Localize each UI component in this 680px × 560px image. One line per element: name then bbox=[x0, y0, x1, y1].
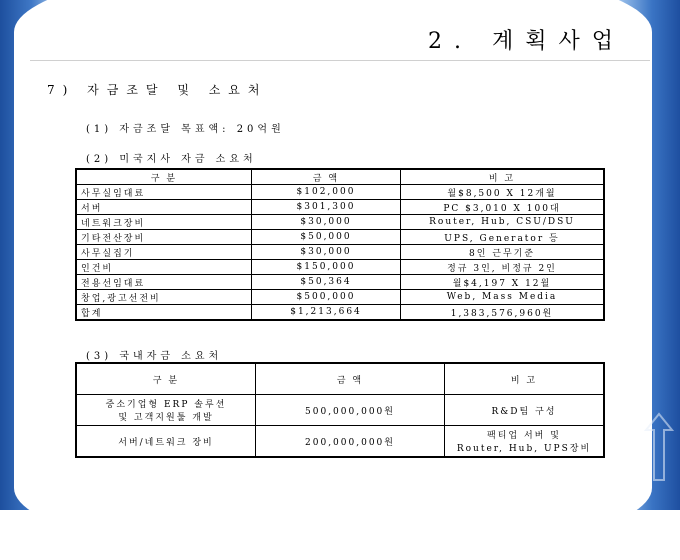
table-total-row bbox=[76, 305, 604, 321]
note-cell bbox=[445, 395, 605, 426]
category-cell: 창업,광고선전비 bbox=[76, 290, 252, 305]
category-line: 서버/네트워크 장비 bbox=[118, 437, 214, 448]
note-cell: 월$8,500 X 12개월 bbox=[401, 185, 605, 200]
table-row bbox=[76, 215, 604, 230]
table-row bbox=[76, 260, 604, 275]
domestic-fund-table bbox=[75, 362, 605, 458]
column-header: 금 액 bbox=[252, 169, 401, 185]
amount-cell: 500,000,000원 bbox=[256, 395, 445, 426]
total-label-cell: 합계 bbox=[76, 305, 252, 321]
category-cell: 전용선임대료 bbox=[76, 275, 252, 290]
amount-cell: 200,000,000원 bbox=[256, 426, 445, 458]
table-row bbox=[76, 290, 604, 305]
total-note-cell: 1,383,576,960원 bbox=[401, 305, 605, 321]
subsection-2-heading: (2) 미국지사 자금 소요처 bbox=[86, 154, 257, 165]
amount-cell: $50,000 bbox=[252, 230, 401, 245]
note-cell: 월$4,197 X 12월 bbox=[401, 275, 605, 290]
category-cell bbox=[76, 426, 256, 458]
column-header: 비 고 bbox=[445, 363, 605, 395]
category-line: 중소기업형 ERP 솔루션 bbox=[105, 400, 227, 410]
amount-cell: $500,000 bbox=[252, 290, 401, 305]
table-row bbox=[76, 395, 604, 426]
subsection-1-heading: (1) 자금조달 목표액: 20억원 bbox=[86, 124, 285, 135]
category-cell bbox=[76, 395, 256, 426]
table-row bbox=[76, 245, 604, 260]
table-row bbox=[76, 200, 604, 215]
table-header-row bbox=[76, 169, 604, 185]
note-cell: UPS, Generator 등 bbox=[401, 230, 605, 245]
up-arrow-icon bbox=[644, 412, 674, 482]
note-cell: 정규 3인, 비정규 2인 bbox=[401, 260, 605, 275]
note-cell: Router, Hub, CSU/DSU bbox=[401, 215, 605, 230]
category-line: 및 고객지원툴 개발 bbox=[118, 413, 214, 423]
us-branch-fund-table bbox=[75, 168, 605, 321]
category-cell: 인건비 bbox=[76, 260, 252, 275]
note-line: R&D팀 구성 bbox=[491, 406, 557, 417]
amount-cell: $301,300 bbox=[252, 200, 401, 215]
note-cell bbox=[445, 426, 605, 458]
amount-cell: $30,000 bbox=[252, 245, 401, 260]
page-title: 2. 계획사업 bbox=[428, 29, 625, 54]
table-row bbox=[76, 426, 604, 458]
note-cell: 8인 근무기준 bbox=[401, 245, 605, 260]
amount-cell: $150,000 bbox=[252, 260, 401, 275]
column-header: 금 액 bbox=[256, 363, 445, 395]
subsection-3-heading: (3) 국내자금 소요처 bbox=[86, 351, 223, 362]
table-row bbox=[76, 230, 604, 245]
note-cell: PC $3,010 X 100대 bbox=[401, 200, 605, 215]
note-line: Router, Hub, UPS장비 bbox=[456, 444, 592, 454]
amount-cell: $102,000 bbox=[252, 185, 401, 200]
category-cell: 네트워크장비 bbox=[76, 215, 252, 230]
category-cell: 기타전산장비 bbox=[76, 230, 252, 245]
total-amount-cell: $1,213,664 bbox=[252, 305, 401, 321]
column-header: 구 분 bbox=[76, 363, 256, 395]
note-cell: Web, Mass Media bbox=[401, 290, 605, 305]
category-cell: 사무실임대료 bbox=[76, 185, 252, 200]
table-row bbox=[76, 185, 604, 200]
table-row bbox=[76, 275, 604, 290]
category-cell: 서버 bbox=[76, 200, 252, 215]
note-line: 팩티업 서버 및 bbox=[487, 431, 561, 441]
amount-cell: $50,364 bbox=[252, 275, 401, 290]
category-cell: 사무실집기 bbox=[76, 245, 252, 260]
table-header-row bbox=[76, 363, 604, 395]
column-header: 비 고 bbox=[401, 169, 605, 185]
section-heading: 7) 자금조달 및 소요처 bbox=[47, 83, 268, 97]
title-divider bbox=[30, 60, 650, 61]
column-header: 구 분 bbox=[76, 169, 252, 185]
amount-cell: $30,000 bbox=[252, 215, 401, 230]
